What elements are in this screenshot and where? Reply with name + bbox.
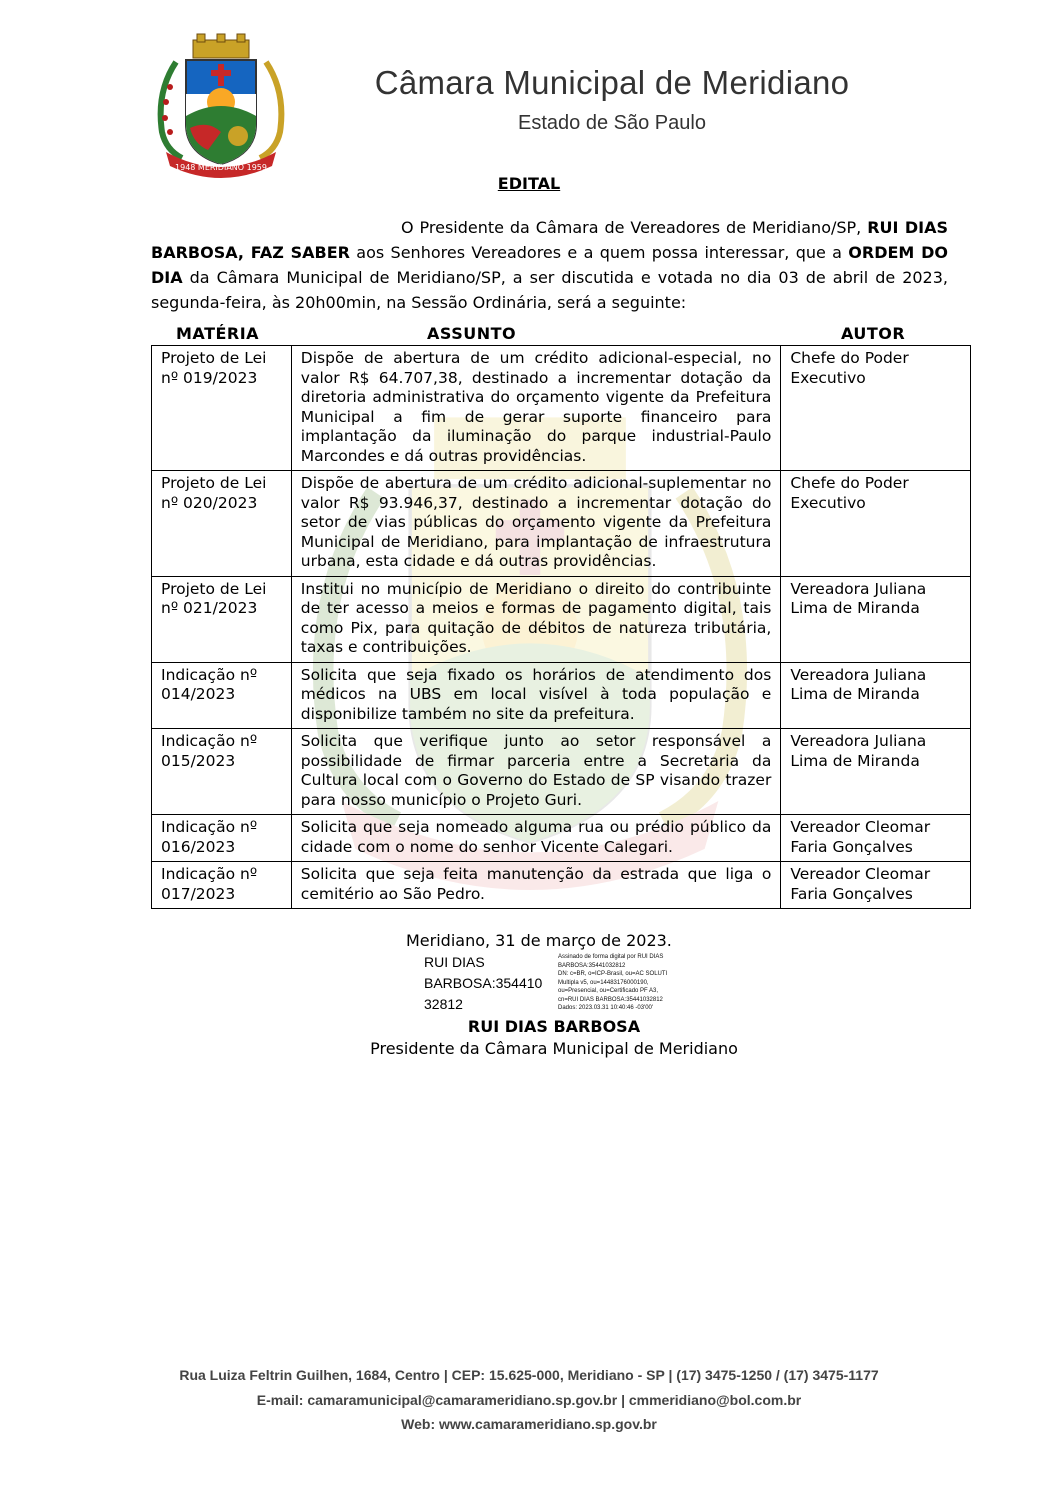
column-header-assunto: ASSUNTO	[427, 324, 517, 343]
table-row	[152, 346, 971, 471]
signature-meta-line: DN: c=BR, o=ICP-Brasil, ou=AC SOLUTI	[558, 971, 668, 977]
digital-signature-name	[424, 952, 554, 1015]
autor-cell: Chefe do Poder Executivo	[781, 346, 971, 471]
signature-meta-line: Dados: 2023.03.31 10:40:46 -03'00'	[558, 1005, 654, 1011]
table-row	[152, 471, 971, 577]
table-row	[152, 815, 971, 862]
table-row	[152, 662, 971, 729]
signer-name: RUI DIAS BARBOSA	[467, 1017, 641, 1036]
autor-cell: Vereador Cleomar Faria Gonçalves	[781, 862, 971, 909]
web-label: Web:	[401, 1416, 436, 1432]
footer-web	[0, 1416, 1058, 1432]
intro-text-3: da Câmara Municipal de Meridiano/SP, a ser discutida e votada no dia 03 de abril de 2023, segunda-feira, às 20h00min, na Sessão Ordinária, será a seguinte:	[151, 268, 948, 312]
assunto-cell: Solicita que verifique junto ao setor responsável a possibilidade de firmar parceria entre a Secretaria da Cultura local com o Governo do Estado de SP visando trazer para nosso município o Projeto Guri.	[291, 729, 781, 815]
footer-address: Rua Luiza Feltrin Guilhen, 1684, Centro | CEP: 15.625-000, Meridiano - SP | (17) 3475-1250 / (17) 3475-1177	[179, 1367, 879, 1383]
intro-text-2: aos Senhores Vereadores e a quem possa interessar, que a	[350, 243, 849, 262]
signer-role: Presidente da Câmara Municipal de Meridiano	[370, 1039, 738, 1058]
footer-email	[0, 1392, 1058, 1408]
autor-cell: Vereadora Juliana Lima de Miranda	[781, 576, 971, 662]
assunto-cell: Solicita que seja nomeado alguma rua ou prédio público da cidade com o nome do senhor Vicente Calegari.	[291, 815, 781, 862]
signature-meta-line: BARBOSA:35441032812	[558, 962, 626, 969]
materia-cell: Indicação nº 016/2023	[152, 815, 292, 862]
digital-signature-details	[558, 953, 728, 1013]
autor-cell: Vereadora Juliana Lima de Miranda	[781, 729, 971, 815]
autor-cell: Vereadora Juliana Lima de Miranda	[781, 662, 971, 729]
signer-line: 32812	[424, 996, 463, 1012]
intro-bold-1: RUI DIAS BARBOSA, FAZ SABER	[151, 218, 948, 262]
signature-meta-line: cn=RUI DIAS BARBOSA:35441032812	[558, 996, 663, 1003]
signature-meta-line: ou=Presencial, ou=Certificado PF A3,	[558, 988, 659, 994]
table-row	[152, 862, 971, 909]
materia-cell: Projeto de Lei nº 021/2023	[152, 576, 292, 662]
autor-cell: Vereador Cleomar Faria Gonçalves	[781, 815, 971, 862]
web-value[interactable]: www.camarameridiano.sp.gov.br	[435, 1416, 657, 1432]
document-title: EDITAL	[497, 174, 561, 193]
intro-text-1: O Presidente da Câmara de Vereadores de Meridiano/SP,	[401, 218, 868, 237]
materia-cell: Projeto de Lei nº 020/2023	[152, 471, 292, 577]
intro-paragraph	[151, 215, 948, 315]
materia-cell: Indicação nº 014/2023	[152, 662, 292, 729]
intro-bold-2: ORDEM DO DIA	[151, 243, 948, 287]
crest-banner-text: 1948 MERIDIANO 1959	[175, 163, 267, 172]
assunto-cell: Solicita que seja feita manutenção da estrada que liga o cemitério ao São Pedro.	[291, 862, 781, 909]
signature-meta-line: Assinado de forma digital por RUI DIAS	[558, 954, 664, 960]
assunto-cell: Dispõe de abertura de um crédito adicional-suplementar no valor R$ 93.946,37, destinado a incrementar dotação do setor de vias públicas do orçamento vigente da Prefeitura Municipal de Meridiano, para implantação de infraestrutura urbana, esta cidade e dá outras providências.	[291, 471, 781, 577]
email-value[interactable]: camaramunicipal@camarameridiano.sp.gov.br | cmmeridiano@bol.com.br	[303, 1392, 802, 1408]
crest-logo	[148, 32, 294, 178]
email-label: E-mail:	[256, 1392, 304, 1408]
header-subtitle: Estado de São Paulo	[518, 112, 706, 134]
table-row	[152, 576, 971, 662]
column-header-materia: MATÉRIA	[176, 324, 260, 343]
materia-cell: Projeto de Lei nº 019/2023	[152, 346, 292, 471]
signer-line: RUI DIAS	[424, 954, 485, 970]
assunto-cell: Solicita que seja fixado os horários de atendimento dos médicos na UBS em local visível à toda população e disponibilize também no site da prefeitura.	[291, 662, 781, 729]
header-title: Câmara Municipal de Meridiano	[374, 64, 850, 101]
autor-cell: Chefe do Poder Executivo	[781, 471, 971, 577]
signature-date: Meridiano, 31 de março de 2023.	[406, 931, 672, 950]
assunto-cell: Institui no município de Meridiano o direito do contribuinte de ter acesso a meios e formas de pagamento digital, tais como Pix, para quitação de débitos de natureza tributária, taxas e contribuições.	[291, 576, 781, 662]
materia-cell: Indicação nº 017/2023	[152, 862, 292, 909]
signature-meta-line: Multipla v5, ou=14483176000190,	[558, 979, 649, 986]
agenda-table	[151, 345, 971, 909]
table-row	[152, 729, 971, 815]
assunto-cell: Dispõe de abertura de um crédito adicional-especial, no valor R$ 64.707,38, destinado a incrementar dotação da diretoria administrativa do orçamento vigente da Prefeitura Municipal a fim de gerar suporte financeiro para implantação da iluminação do parque industrial-Paulo Marcondes e dá outras providências.	[291, 346, 781, 471]
column-header-autor: AUTOR	[841, 324, 906, 343]
signer-line: BARBOSA:354410	[424, 975, 543, 991]
materia-cell: Indicação nº 015/2023	[152, 729, 292, 815]
